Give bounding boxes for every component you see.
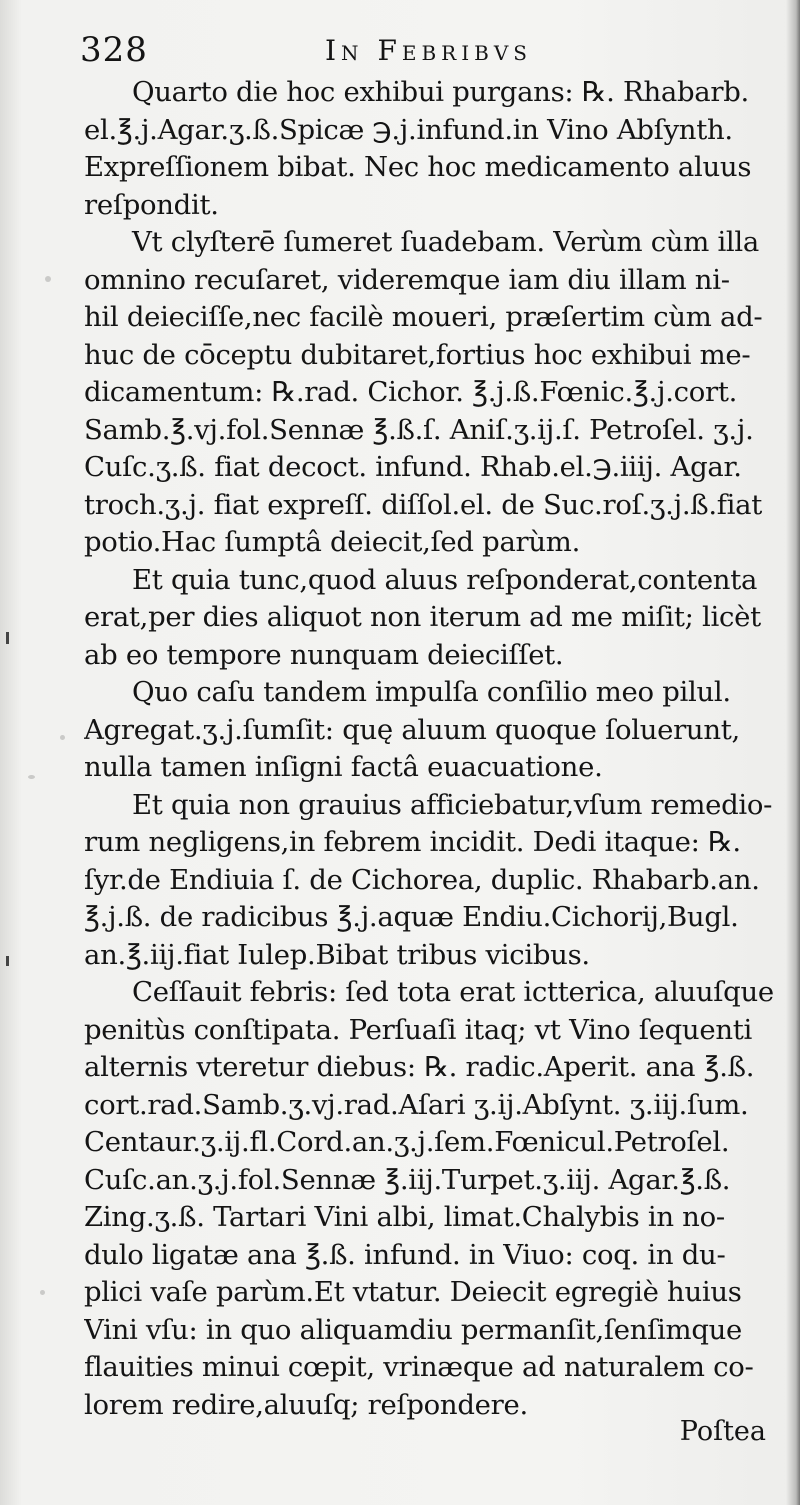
- ink-speck: [60, 735, 65, 740]
- ink-speck: [40, 1290, 45, 1295]
- text-line: Ceſſauit febris: ſed tota erat ictterica, aluuſque: [132, 976, 774, 1008]
- text-line: ab eo tempore nunquam deieciſſet.: [84, 638, 564, 671]
- text-line: hil deieciſſe,nec facilè moueri, præſertim cùm ad-: [84, 301, 763, 333]
- text-line: an.℥.iij.fiat Iulep.Bibat tribus vicibus.: [84, 938, 590, 971]
- page-number: 328: [80, 30, 148, 70]
- margin-mark: [6, 956, 9, 966]
- running-head: In Febribvs: [325, 34, 532, 67]
- page-header: [80, 30, 780, 70]
- page-gutter-shadow: [786, 0, 800, 1505]
- text-line: cort.rad.Samb.ʒ.vj.rad.Aſari ʒ.ij.Abſynt. ʒ.iij.ſum.: [84, 1088, 749, 1121]
- text-line: lorem redire,aluuſq; reſpondere.: [84, 1388, 528, 1421]
- text-line: dulo ligatæ ana ℥.ß. infund. in Viuo: coq. in du-: [84, 1238, 726, 1271]
- text-line: huc de cōceptu dubitaret,fortius hoc exhibui me-: [84, 338, 751, 371]
- text-line: Cuſc.ʒ.ß. fiat decoct. infund. Rhab.el.℈.iiij. Agar.: [84, 451, 742, 483]
- text-line: omnino recuſaret, videremque iam diu illam ni-: [84, 263, 730, 296]
- text-line: alternis vteretur diebus: ℞. radic.Aperit. ana ℥.ß.: [84, 1051, 755, 1083]
- text-line: Samb.℥.vj.fol.Sennæ ℥.ß.ſ. Aniſ.ʒ.ij.ſ. Petroſel. ʒ.j.: [84, 413, 754, 446]
- text-line: Vini vſu: in quo aliquamdiu permanſit,ſenſimque: [84, 1313, 743, 1346]
- body-text: [84, 74, 774, 1424]
- margin-mark: [6, 632, 9, 644]
- ink-speck: [28, 775, 35, 779]
- text-line: Zing.ʒ.ß. Tartari Vini albi, limat.Chalybis in no-: [84, 1201, 725, 1233]
- text-line: Agregat.ʒ.j.ſumſit: quę aluum quoque ſoluerunt,: [84, 713, 740, 746]
- text-line: penitùs conſtipata. Perſuaſi itaq; vt Vino ſequenti: [84, 1013, 752, 1046]
- catchword: Poſtea: [679, 1416, 766, 1447]
- text-line: Expreſſionem bibat. Nec hoc medicamento aluus: [84, 151, 752, 183]
- text-line: dicamentum: ℞.rad. Cichor. ℥.j.ß.Fœnic.℥.j.cort.: [84, 376, 738, 408]
- text-line: rum negligens,in febrem incidit. Dedi itaque: ℞.: [84, 826, 741, 858]
- text-line: flauities minui cœpit, vrinæque ad naturalem co-: [84, 1351, 754, 1383]
- text-line: plici vaſe parùm.Et vtatur. Deiecit egregiè huius: [84, 1276, 742, 1308]
- ink-speck: [45, 276, 51, 282]
- text-line: Centaur.ʒ.ij.fl.Cord.an.ʒ.j.ſem.Fœnicul.Petroſel.: [84, 1126, 730, 1158]
- text-line: troch.ʒ.j. fiat expreſſ. diſſol.el. de Suc.roſ.ʒ.j.ß.fiat: [84, 488, 762, 521]
- text-line: Quo caſu tandem impulſa conſilio meo pilul.: [132, 676, 731, 708]
- text-line: Cuſc.an.ʒ.j.fol.Sennæ ℥.iij.Turpet.ʒ.iij. Agar.℥.ß.: [84, 1163, 731, 1196]
- text-line: erat,per dies aliquot non iterum ad me miſit; licèt: [84, 601, 761, 633]
- text-line: nulla tamen inſigni factâ euacuatione.: [84, 751, 603, 783]
- text-line: el.℥.j.Agar.ʒ.ß.Spicæ ℈.j.infund.in Vino Abſynth.: [84, 113, 733, 146]
- text-line: ſyr.de Endiuia ſ. de Cichorea, duplic. Rhabarb.an.: [84, 863, 760, 896]
- text-line: ℥.j.ß. de radicibus ℥.j.aquæ Endiu.Cichorij,Bugl.: [84, 901, 739, 933]
- text-line: Et quia non grauius afficiebatur,vſum remedio-: [132, 788, 773, 821]
- text-line: Et quia tunc,quod aluus reſponderat,contenta: [132, 563, 758, 596]
- text-line: reſpondit.: [84, 188, 219, 221]
- text-line: potio.Hac ſumptâ deiecit,ſed parùm.: [84, 526, 581, 558]
- text-line: Vt clyſterē ſumeret ſuadebam. Verùm cùm illa: [132, 226, 760, 258]
- text-line: Quarto die hoc exhibui purgans: ℞. Rhabarb.: [132, 76, 749, 108]
